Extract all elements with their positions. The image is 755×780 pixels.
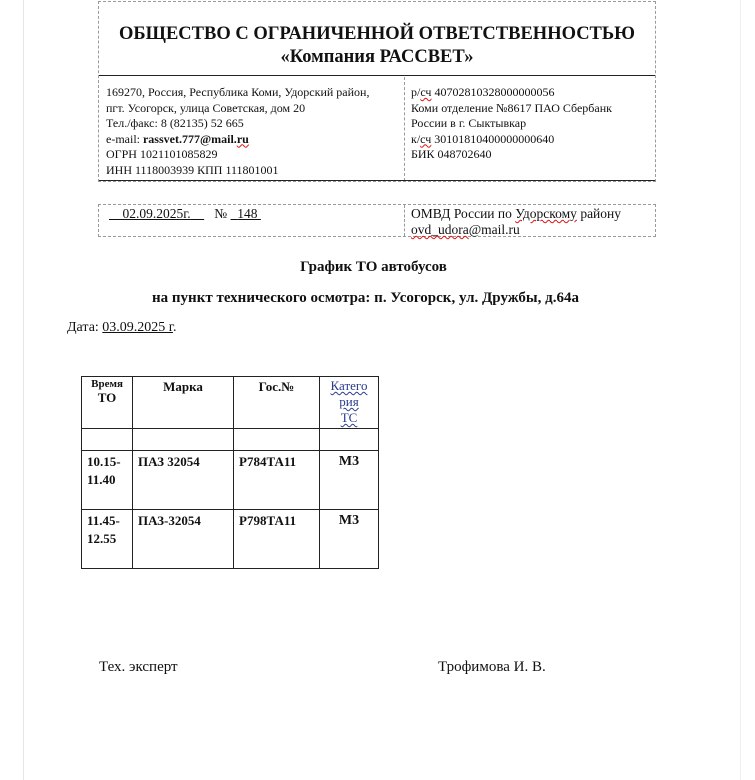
ref-date-value: 02.09.2025г. — [122, 206, 191, 221]
email-domain[interactable]: ru — [236, 131, 249, 146]
cell-plate: Р784ТА11 — [234, 451, 320, 510]
company-title-line2: «Компания РАССВЕТ» — [280, 47, 474, 67]
email-prefix: e-mail: — [106, 131, 143, 146]
header-cat-part2: рия — [339, 394, 359, 409]
address-line1: 169270, Россия, Республика Коми, Удорский район, — [106, 85, 370, 99]
date-value: 03.09.2025 г — [102, 320, 173, 335]
date-label: Дата: — [67, 320, 103, 335]
schedule-table — [81, 376, 379, 569]
date-end: . — [172, 320, 177, 335]
time-end: 11.40 — [87, 472, 116, 487]
email-line — [106, 132, 404, 148]
cell-category: М3 — [320, 451, 379, 510]
letterhead-bottom-rule — [99, 180, 655, 181]
header-cat-part1: Катего — [330, 378, 368, 393]
company-title-line1: ОБЩЕСТВО С ОГРАНИЧЕННОЙ ОТВЕТСТВЕННОСТЬЮ — [119, 24, 635, 44]
account-number: 40702810328000000056 — [431, 85, 555, 99]
empty-cell — [133, 429, 234, 451]
corr-abbr: сч — [420, 131, 432, 146]
cell-plate: Р798ТА11 — [234, 510, 320, 569]
page-right-edge — [740, 0, 741, 780]
recipient-email-domain: @mail.ru — [468, 222, 520, 237]
email-user[interactable]: rassvet.777@mail. — [142, 131, 237, 146]
corr-prefix: к/ — [411, 131, 421, 146]
document-title: График ТО автобусов — [300, 259, 447, 275]
time-start: 11.45- — [87, 513, 120, 528]
cell-brand: ПАЗ-32054 — [133, 510, 234, 569]
cell-category: М3 — [320, 510, 379, 569]
header-cat-part3: ТС — [340, 410, 358, 425]
signature-role: Тех. эксперт — [99, 659, 178, 675]
signature-name: Трофимова И. В. — [438, 659, 546, 675]
account-abbr: сч — [420, 85, 432, 99]
page-left-edge — [23, 0, 24, 780]
company-contacts — [99, 77, 405, 181]
bank-line2: России в г. Сыктывкар — [411, 116, 527, 130]
table-header-row — [82, 377, 379, 429]
header-brand: Марка — [133, 377, 234, 429]
bank-line1: Коми отделение №8617 ПАО Сбербанк — [411, 100, 612, 115]
account-line — [411, 85, 655, 101]
account-prefix: р/ — [411, 85, 421, 99]
table-empty-row — [82, 429, 379, 451]
table-row — [82, 510, 379, 569]
header-plate: Гос.№ — [234, 377, 320, 429]
empty-cell — [320, 429, 379, 451]
ref-date — [109, 206, 204, 221]
recipient-email[interactable] — [411, 222, 655, 238]
ogrn: ОГРН 1021101085829 — [106, 147, 218, 161]
time-end: 12.55 — [87, 531, 117, 546]
header-time-to: ТО — [97, 390, 117, 405]
document-date — [67, 320, 176, 336]
time-start: 10.15- — [87, 454, 121, 469]
ref-number — [231, 206, 261, 221]
ref-number-label: № — [214, 206, 228, 221]
empty-cell — [82, 429, 133, 451]
empty-cell — [234, 429, 320, 451]
header-category — [320, 377, 379, 429]
corr-number: 30101810400000000640 — [431, 131, 555, 146]
recipient — [405, 205, 655, 236]
cell-brand: ПАЗ 32054 — [133, 451, 234, 510]
reference-table — [98, 204, 656, 237]
header-time — [82, 377, 133, 429]
recipient-district: Удорскому — [515, 206, 577, 221]
cell-time — [82, 451, 133, 510]
phone: Тел./факс: 8 (82135) 52 665 — [106, 116, 244, 130]
recipient-suffix: району — [576, 206, 622, 221]
header-time-label: Время — [91, 378, 123, 390]
recipient-prefix: ОМВД России по — [411, 206, 516, 221]
ref-number-value: 148 — [237, 206, 258, 221]
letterhead-table — [98, 1, 656, 182]
inn-kpp: ИНН 1118003939 КПП 111801001 — [106, 162, 279, 177]
bank-details — [405, 77, 655, 181]
recipient-line — [411, 206, 655, 222]
cell-time — [82, 510, 133, 569]
table-row — [82, 451, 379, 510]
address-line2: пгт. Усогорск, улица Советская, дом 20 — [106, 100, 306, 115]
company-name — [99, 2, 655, 76]
outgoing-ref — [99, 205, 405, 236]
document-subtitle: на пункт технического осмотра: п. Усогорск, ул. Дружбы, д.64а — [152, 290, 579, 306]
corr-line — [411, 132, 655, 148]
bik: БИК 048702640 — [411, 147, 492, 161]
recipient-email-user: ovd_udora — [411, 222, 469, 237]
